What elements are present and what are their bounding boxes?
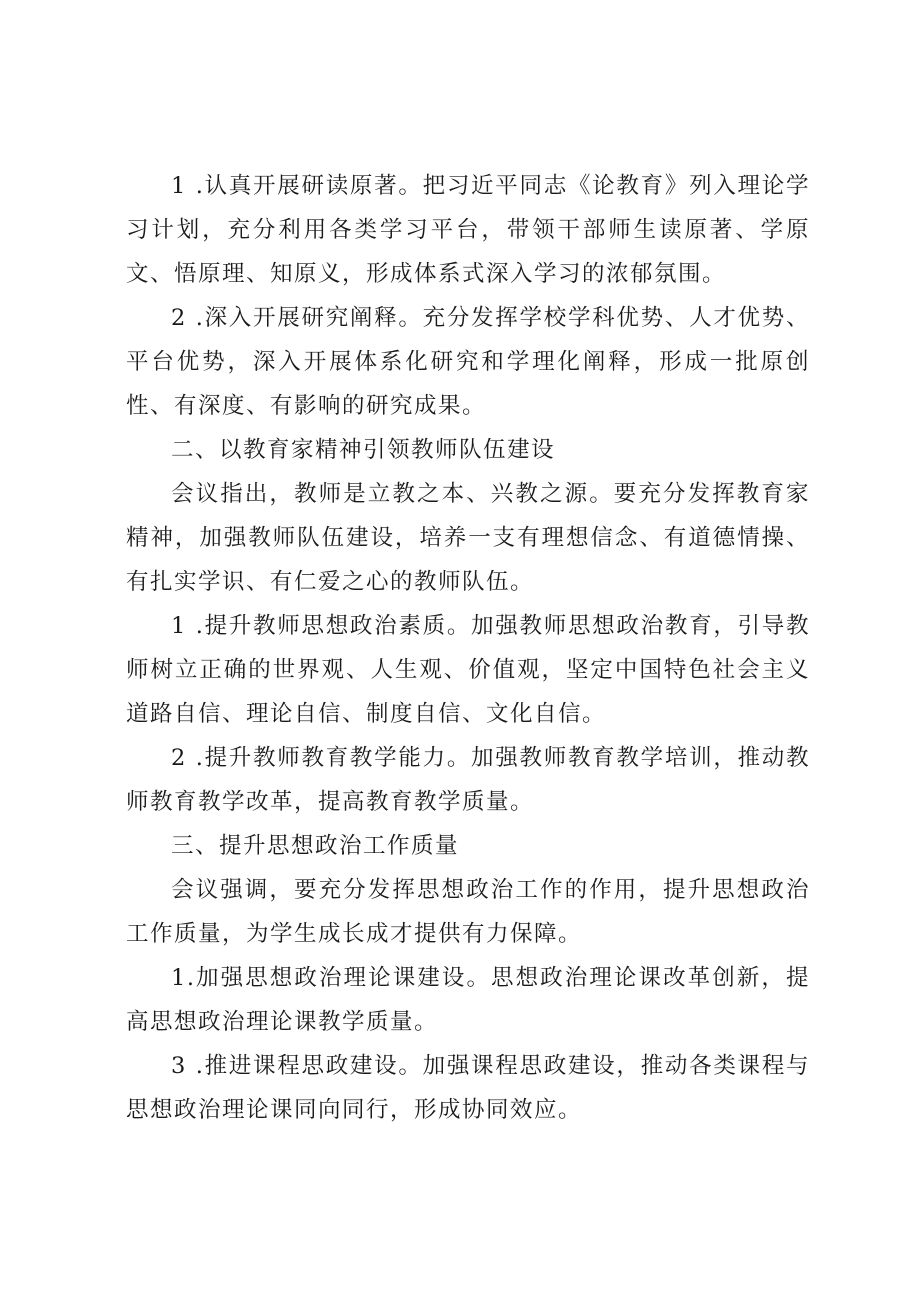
paragraph-meeting-ideological-work: 会议强调，要充分发挥思想政治工作的作用，提升思想政治工作质量，为学生成长成才提供有力保障。 bbox=[126, 877, 810, 947]
paragraph-item-3-course-ideology: 3 .推进课程思政建设。加强课程思政建设，推动各类课程与思想政治理论课同向同行，形成协同效应。 bbox=[126, 1053, 810, 1123]
section-heading-3: 三、提升思想政治工作质量 bbox=[171, 833, 460, 859]
paragraph-item-2-research: 2 .深入开展研究阐释。充分发挥学校学科优势、人才优势、平台优势，深入开展体系化研究和学理化阐释，形成一批原创性、有深度、有影响的研究成果。 bbox=[126, 305, 810, 419]
paragraph-item-1-political-quality: 1 .提升教师思想政治素质。加强教师思想政治教育，引导教师树立正确的世界观、人生观、价值观，坚定中国特色社会主义道路自信、理论自信、制度自信、文化自信。 bbox=[126, 613, 810, 727]
paragraph-meeting-teachers: 会议指出，教师是立教之本、兴教之源。要充分发挥教育家精神，加强教师队伍建设，培养一支有理想信念、有道德情操、有扎实学识、有仁爱之心的教师队伍。 bbox=[126, 481, 810, 595]
paragraph-item-2-teaching-ability: 2 .提升教师教育教学能力。加强教师教育教学培训，推动教师教育教学改革，提高教育教学质量。 bbox=[126, 745, 810, 815]
paragraph-item-1-theory-course: 1.加强思想政治理论课建设。思想政治理论课改革创新，提高思想政治理论课教学质量。 bbox=[126, 965, 810, 1035]
paragraph-item-1-study-originals: 1 .认真开展研读原著。把习近平同志《论教育》列入理论学习计划，充分利用各类学习平台，带领干部师生读原著、学原文、悟原理、知原义，形成体系式深入学习的浓郁氛围。 bbox=[126, 173, 810, 287]
section-heading-2: 二、以教育家精神引领教师队伍建设 bbox=[171, 437, 556, 463]
document-page bbox=[126, 164, 810, 1132]
